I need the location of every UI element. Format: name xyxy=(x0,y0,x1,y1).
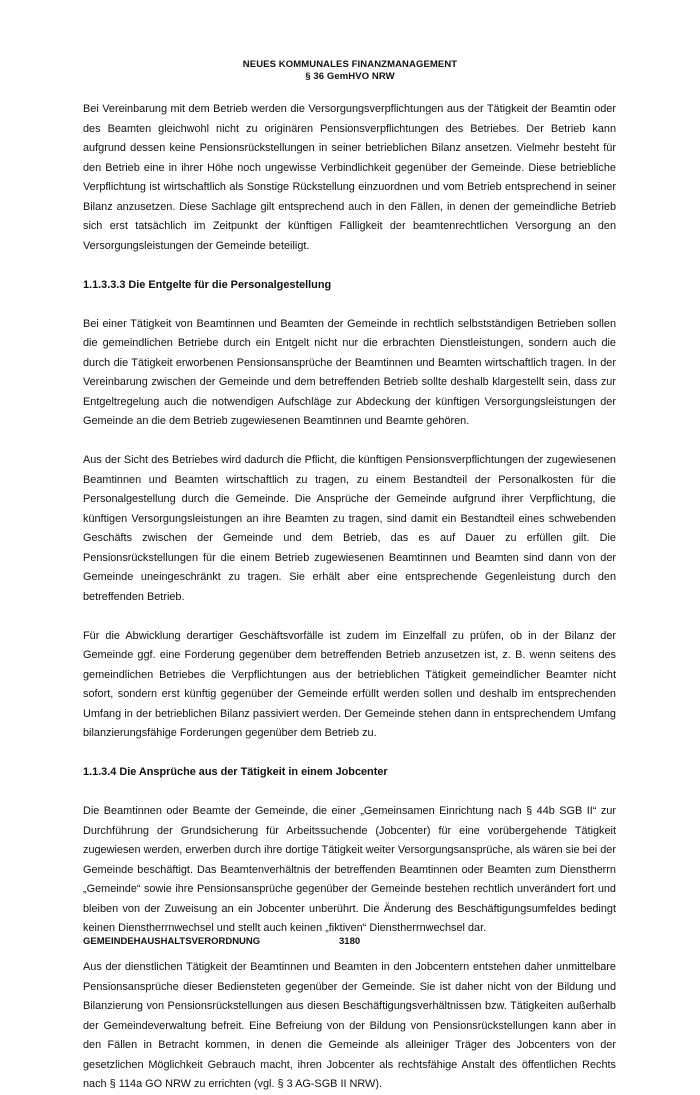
paragraph: Bei einer Tätigkeit von Beamtinnen und Beamten der Gemeinde in rechtlich selbstständigen Betrieben sollen die gemeindlichen Betriebe durch ein Entgelt nicht nur die erbrachten Dienstleistungen, sondern auch die durch die Tätigkeit erworbenen Pensionsansprüche der Beamtinnen und Beamten wirtschaftlich tragen. In der Vereinbarung zwischen der Gemeinde und dem betreffenden Betrieb sollte deshalb klargestellt sein, dass zur Entgeltregelung auch die notwendigen Aufschläge zur Abdeckung der künftigen Versorgungsleistungen der Gemeinde an die dem Betrieb zugewiesenen Beamtinnen und Beamte gehören. xyxy=(83,317,616,427)
header-section: § 36 GemHVO NRW xyxy=(305,71,395,82)
paragraph: Aus der Sicht des Betriebes wird dadurch die Pflicht, die künftigen Pensionsverpflichtungen der zugewiesenen Beamtinnen und Beamten wirtschaftlich zu tragen, zu einem Bestandteil der Personalkosten für die Personalgestellung durch die Gemeinde. Die Ansprüche der Gemeinde aufgrund ihrer Verpflichtung, die künftigen Versorgungsleistungen an ihre Beamten zu tragen, sind damit ein Bestandteil eines schwebenden Geschäfts zwischen der Gemeinde und dem Betrieb, das es auf Dauer zu erfüllen gilt. Die Pensionsrückstellungen für die einem Betrieb zugewiesenen Beamtinnen und Beamten sind dann von der Gemeinde uneingeschränkt zu tragen. Sie erhält aber eine entsprechende Gegenleistung durch den betreffenden Betrieb. xyxy=(83,454,616,603)
page-number: 3180 xyxy=(339,936,361,947)
paragraph: Bei Vereinbarung mit dem Betrieb werden die Versorgungsverpflichtungen aus der Tätigkeit der Beamtin oder des Beamten gleichwohl nicht zu originären Pensionsverpflichtungen des Betriebes. Der Betrieb kann aufgrund dessen keine Pensionsrückstellungen in seiner betrieblichen Bilanz ansetzen. Vielmehr besteht für den Betrieb eine in ihrer Höhe noch ungewisse Verbindlichkeit gegenüber der Gemeinde. Diese betriebliche Verpflichtung ist wirtschaftlich als Sonstige Rückstellung einzuordnen und vom Betrieb entsprechend in seiner Bilanz anzusetzen. Diese Sachlage gilt entsprechend auch in den Fällen, in denen der gemeindliche Betrieb sich erst tatsächlich im Zeitpunkt der künftigen Fälligkeit der beamtenrechtlichen Versorgung an den Versorgungsleistungen der Gemeinde beteiligt. xyxy=(83,103,616,252)
section-heading: 1.1.3.3.3 Die Entgelte für die Personalgestellung xyxy=(83,278,332,291)
page-header xyxy=(0,59,700,83)
paragraph: Die Beamtinnen oder Beamte der Gemeinde, die einer „Gemeinsamen Einrichtung nach § 44b SGB II“ zur Durchführung der Grundsicherung für Arbeitssuchende (Jobcenter) für eine vorübergehende Tätigkeit zugewiesen werden, erwerben durch ihre dortige Tätigkeit weiter Versorgungsansprüche, als wären sie bei der Gemeinde beschäftigt. Das Beamtenverhältnis der betreffenden Beamtinnen oder Beamten zum Dienstherrn „Gemeinde“ sowie ihre Pensionsansprüche gegenüber der Gemeinde bestehen rechtlich unverändert fort und bleiben von der Zuweisung an ein Jobcenter unberührt. Die Änderung des Beschäftigungsumfeldes bedingt keinen Dienstherrnwechsel und stellt auch keinen „fiktiven“ Dienstherrnwechsel dar. xyxy=(83,805,616,934)
paragraph: Aus der dienstlichen Tätigkeit der Beamtinnen und Beamten in den Jobcentern entstehen daher unmittelbare Pensionsansprüche dieser Bediensteten gegenüber der Gemeinde. Sie ist daher nicht von der Bildung und Bilanzierung von Pensionsrückstellungen aus diesen Beschäftigungsverhältnissen bzw. Tätigkeiten außerhalb der Gemeindeverwaltung befreit. Eine Befreiung von der Bildung von Pensionsrückstellungen kann aber in den Fällen in Betracht kommen, in denen die Gemeinde als alleiniger Träger des Jobcenters von der gesetzlichen Möglichkeit Gebrauch macht, ihren Jobcenter als rechtsfähige Anstalt des öffentlichen Rechts nach § 114a GO NRW zu errichten (vgl. § 3 AG-SGB II NRW). xyxy=(83,961,616,1090)
section-heading: 1.1.3.4 Die Ansprüche aus der Tätigkeit in einem Jobcenter xyxy=(83,766,388,778)
paragraph: Für die Abwicklung derartiger Geschäftsvorfälle ist zudem im Einzelfall zu prüfen, ob in der Bilanz der Gemeinde ggf. eine Forderung gegenüber dem betreffenden Betrieb anzusetzen ist, z. B. wenn seitens des gemeindlichen Betriebes die Verpflichtungen aus der betrieblichen Tätigkeit gemeindlicher Beamter nicht sofort, sondern erst künftig gegenüber der Gemeinde erfüllt werden sollen und deshalb im entsprechenden Umfang in der betrieblichen Bilanz passiviert werden. Der Gemeinde stehen dann in entsprechendem Umfang bilanzierungsfähige Forderungen gegenüber dem Betrieb zu. xyxy=(83,629,616,739)
header-title: NEUES KOMMUNALES FINANZMANAGEMENT xyxy=(242,59,458,70)
footer-title: GEMEINDEHAUSHALTSVERORDNUNG xyxy=(83,936,261,947)
